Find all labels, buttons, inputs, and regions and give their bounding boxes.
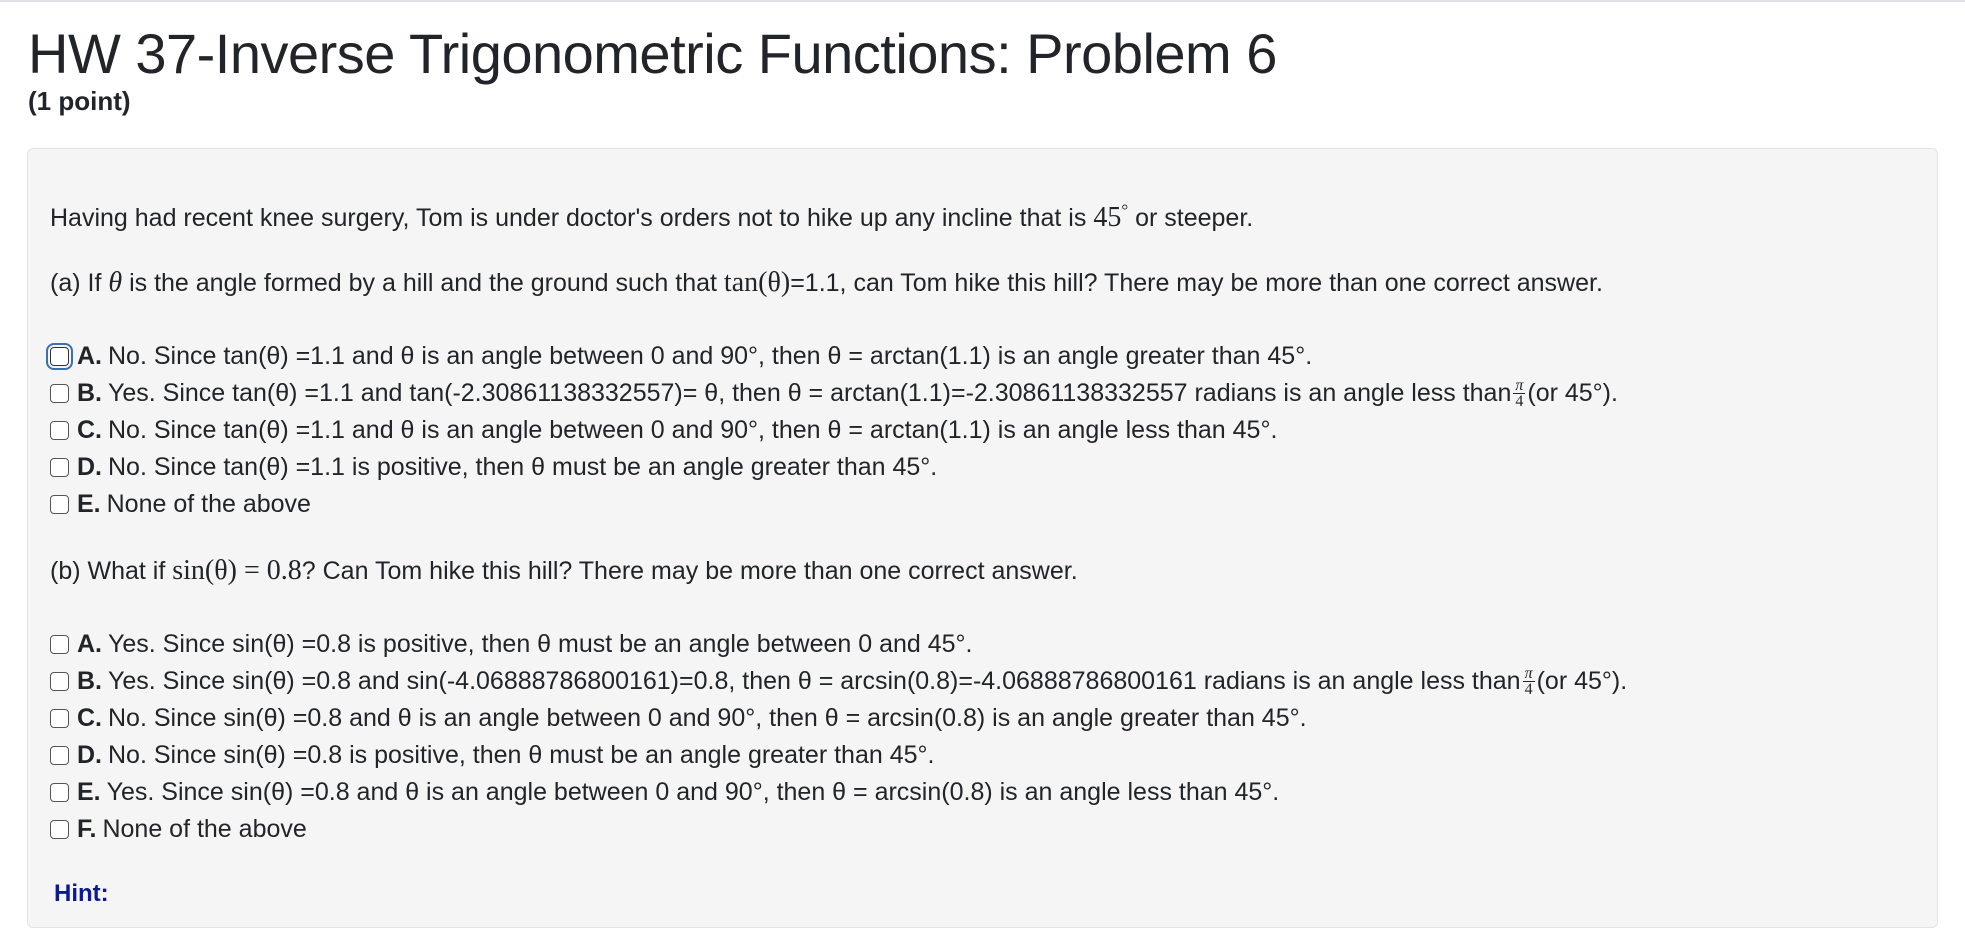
option-letter: E. [77,489,101,518]
page-title: HW 37-Inverse Trigonometric Functions: Problem 6 [28,22,1277,85]
option-letter: F. [77,814,97,843]
checkbox-a-e[interactable] [50,495,69,514]
part-a-question [50,266,1603,300]
option-letter: A. [77,629,102,658]
option-letter: C. [77,415,102,444]
checkbox-a-b[interactable] [50,384,69,403]
checkbox-a-c[interactable] [50,421,69,440]
option-letter: D. [77,740,102,769]
top-divider [0,0,1965,2]
checkbox-b-f[interactable] [50,820,69,839]
option-text: Yes. Since sin(θ) =0.8 and θ is an angle between 0 and 90°, then θ = arcsin(0.8) is an angle less than 45°. [106,777,1280,806]
sin-expression: sin(θ) = 0.8 [172,555,302,586]
option-letter: B. [77,378,102,407]
option-text: Yes. Since sin(θ) =0.8 and sin(-4.06888786800161)=0.8, then θ = arcsin(0.8)=-4.06888786800161 radians is an angle less than [108,666,1521,695]
part-a-option-d[interactable] [50,449,937,485]
hint-toggle[interactable]: Hint: [54,880,109,907]
option-text: No. Since tan(θ) =1.1 is positive, then θ must be an angle greater than 45°. [108,452,938,481]
intro-text [50,201,1253,235]
part-a-option-b[interactable] [50,375,1618,411]
option-text: No. Since tan(θ) =1.1 and θ is an angle between 0 and 90°, then θ = arctan(1.1) is an angle less than 45°. [108,415,1278,444]
checkbox-b-d[interactable] [50,746,69,765]
part-a-option-a[interactable] [50,338,1312,374]
option-text: No. Since tan(θ) =1.1 and θ is an angle between 0 and 90°, then θ = arctan(1.1) is an angle greater than 45°. [108,341,1313,370]
part-b-question-start: (b) What if [50,557,166,585]
pi-over-4-fraction: $\frac{\pi}{4}$ [1524,664,1533,698]
part-a-question-mid: is the angle formed by a hill and the ground such that [129,269,717,297]
part-b-option-a[interactable] [50,626,973,662]
part-b-option-d[interactable] [50,737,934,773]
option-text-after: (or 45°). [1536,666,1628,695]
pi-over-4-fraction: $\frac{\pi}{4}$ [1515,376,1524,410]
part-b-option-e[interactable] [50,774,1279,810]
part-b-option-f[interactable] [50,811,307,847]
intro-angle: 45° [1093,200,1129,233]
part-a-option-e[interactable] [50,486,311,522]
option-letter: A. [77,341,102,370]
checkbox-b-b[interactable] [50,672,69,691]
checkbox-b-e[interactable] [50,783,69,802]
part-b-question [50,554,1078,588]
part-b-option-c[interactable] [50,700,1307,736]
part-a-option-c[interactable] [50,412,1277,448]
part-b-option-b[interactable] [50,663,1627,699]
intro-after: or steeper. [1135,204,1254,232]
option-letter: B. [77,666,102,695]
option-text: No. Since sin(θ) =0.8 and θ is an angle between 0 and 90°, then θ = arcsin(0.8) is an angle greater than 45°. [108,703,1307,732]
checkbox-b-a[interactable] [50,635,69,654]
problem-panel [27,148,1938,928]
part-a-question-end: =1.1, can Tom hike this hill? There may be more than one correct answer. [790,269,1603,297]
option-text: Yes. Since tan(θ) =1.1 and tan(-2.30861138332557)= θ, then θ = arctan(1.1)=-2.30861138332557 radians is an angle less than [108,378,1512,407]
part-b-question-end: ? Can Tom hike this hill? There may be more than one correct answer. [301,557,1078,585]
tan-expression: tan(θ) [723,267,791,298]
option-text: Yes. Since sin(θ) =0.8 is positive, then θ must be an angle between 0 and 45°. [108,629,973,658]
point-value: (1 point) [28,86,131,116]
theta-symbol: θ [108,267,123,298]
option-letter: D. [77,452,102,481]
option-letter: E. [77,777,101,806]
option-text: None of the above [102,814,307,843]
checkbox-a-d[interactable] [50,458,69,477]
option-letter: C. [77,703,102,732]
checkbox-b-c[interactable] [50,709,69,728]
checkbox-a-a[interactable] [50,347,69,366]
part-a-question-start: (a) If [50,269,102,297]
intro-before: Having had recent knee surgery, Tom is under doctor's orders not to hike up any incline that is [50,204,1087,232]
option-text: None of the above [106,489,311,518]
option-text: No. Since sin(θ) =0.8 is positive, then θ must be an angle greater than 45°. [108,740,935,769]
option-text-after: (or 45°). [1527,378,1618,407]
